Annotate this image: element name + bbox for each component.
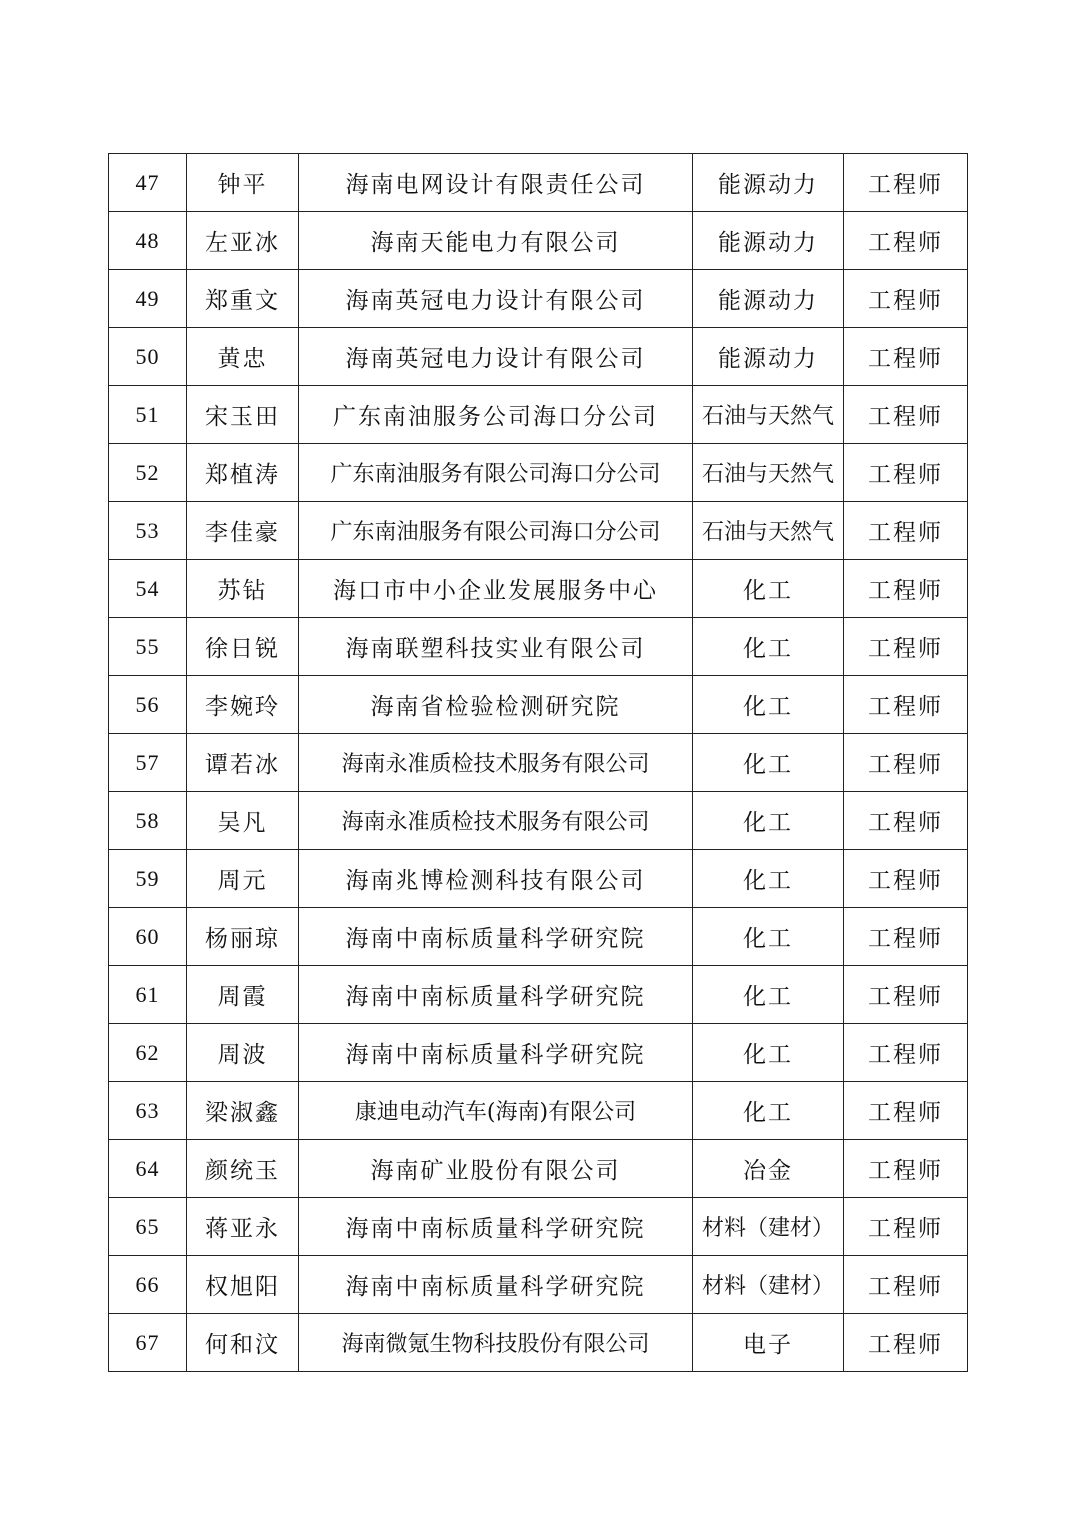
professional-title-cell: 工程师 [844, 502, 968, 560]
specialty-field-cell: 能源动力 [693, 212, 844, 270]
person-name-cell: 颜统玉 [187, 1140, 299, 1198]
organization-cell: 海南英冠电力设计有限公司 [299, 328, 693, 386]
person-name-cell: 权旭阳 [187, 1256, 299, 1314]
row-number-cell: 67 [109, 1314, 187, 1372]
organization-cell: 广东南油服务有限公司海口分公司 [299, 502, 693, 560]
table-row [109, 676, 968, 734]
table-row [109, 618, 968, 676]
roster-table [108, 153, 968, 1372]
organization-cell: 海南省检验检测研究院 [299, 676, 693, 734]
professional-title-cell: 工程师 [844, 1314, 968, 1372]
table-row [109, 1140, 968, 1198]
person-name-cell: 周霞 [187, 966, 299, 1024]
person-name-cell: 黄忠 [187, 328, 299, 386]
person-name-cell: 左亚冰 [187, 212, 299, 270]
person-name-cell: 周波 [187, 1024, 299, 1082]
professional-title-cell: 工程师 [844, 908, 968, 966]
person-name-cell: 郑重文 [187, 270, 299, 328]
person-name-cell: 宋玉田 [187, 386, 299, 444]
professional-title-cell: 工程师 [844, 386, 968, 444]
row-number-cell: 62 [109, 1024, 187, 1082]
specialty-field-cell: 化工 [693, 792, 844, 850]
row-number-cell: 51 [109, 386, 187, 444]
table-row [109, 328, 968, 386]
organization-cell: 海南中南标质量科学研究院 [299, 1256, 693, 1314]
specialty-field-cell: 化工 [693, 1024, 844, 1082]
table-row [109, 444, 968, 502]
specialty-field-cell: 冶金 [693, 1140, 844, 1198]
row-number-cell: 66 [109, 1256, 187, 1314]
row-number-cell: 56 [109, 676, 187, 734]
person-name-cell: 杨丽琼 [187, 908, 299, 966]
professional-title-cell: 工程师 [844, 1140, 968, 1198]
row-number-cell: 60 [109, 908, 187, 966]
professional-title-cell: 工程师 [844, 676, 968, 734]
specialty-field-cell: 化工 [693, 618, 844, 676]
person-name-cell: 郑植涛 [187, 444, 299, 502]
row-number-cell: 57 [109, 734, 187, 792]
specialty-field-cell: 化工 [693, 676, 844, 734]
table-row [109, 734, 968, 792]
specialty-field-cell: 化工 [693, 1082, 844, 1140]
specialty-field-cell: 化工 [693, 734, 844, 792]
row-number-cell: 48 [109, 212, 187, 270]
row-number-cell: 55 [109, 618, 187, 676]
organization-cell: 海南中南标质量科学研究院 [299, 908, 693, 966]
organization-cell: 海南永准质检技术服务有限公司 [299, 734, 693, 792]
professional-title-cell: 工程师 [844, 444, 968, 502]
professional-title-cell: 工程师 [844, 966, 968, 1024]
professional-title-cell: 工程师 [844, 618, 968, 676]
professional-title-cell: 工程师 [844, 1082, 968, 1140]
specialty-field-cell: 化工 [693, 908, 844, 966]
table-row [109, 212, 968, 270]
row-number-cell: 54 [109, 560, 187, 618]
specialty-field-cell: 石油与天然气 [693, 502, 844, 560]
organization-cell: 海南中南标质量科学研究院 [299, 966, 693, 1024]
person-name-cell: 蒋亚永 [187, 1198, 299, 1256]
specialty-field-cell: 材料（建材） [693, 1256, 844, 1314]
table-row [109, 1256, 968, 1314]
organization-cell: 广东南油服务有限公司海口分公司 [299, 444, 693, 502]
table-row [109, 792, 968, 850]
specialty-field-cell: 化工 [693, 850, 844, 908]
person-name-cell: 钟平 [187, 154, 299, 212]
table-row [109, 1024, 968, 1082]
professional-title-cell: 工程师 [844, 270, 968, 328]
table-row [109, 908, 968, 966]
professional-title-cell: 工程师 [844, 850, 968, 908]
organization-cell: 海南微氪生物科技股份有限公司 [299, 1314, 693, 1372]
organization-cell: 海南电网设计有限责任公司 [299, 154, 693, 212]
row-number-cell: 64 [109, 1140, 187, 1198]
organization-cell: 海南中南标质量科学研究院 [299, 1024, 693, 1082]
table-row [109, 270, 968, 328]
specialty-field-cell: 石油与天然气 [693, 444, 844, 502]
row-number-cell: 50 [109, 328, 187, 386]
row-number-cell: 52 [109, 444, 187, 502]
row-number-cell: 53 [109, 502, 187, 560]
professional-title-cell: 工程师 [844, 560, 968, 618]
specialty-field-cell: 石油与天然气 [693, 386, 844, 444]
specialty-field-cell: 能源动力 [693, 270, 844, 328]
table-row [109, 1198, 968, 1256]
table-row [109, 850, 968, 908]
professional-title-cell: 工程师 [844, 792, 968, 850]
specialty-field-cell: 能源动力 [693, 328, 844, 386]
table-row [109, 560, 968, 618]
professional-title-cell: 工程师 [844, 212, 968, 270]
professional-title-cell: 工程师 [844, 1024, 968, 1082]
table-row [109, 1082, 968, 1140]
organization-cell: 海南兆博检测科技有限公司 [299, 850, 693, 908]
professional-title-cell: 工程师 [844, 734, 968, 792]
row-number-cell: 47 [109, 154, 187, 212]
table-row [109, 966, 968, 1024]
table-row [109, 1314, 968, 1372]
organization-cell: 海南联塑科技实业有限公司 [299, 618, 693, 676]
specialty-field-cell: 电子 [693, 1314, 844, 1372]
specialty-field-cell: 化工 [693, 560, 844, 618]
organization-cell: 海南天能电力有限公司 [299, 212, 693, 270]
organization-cell: 海南中南标质量科学研究院 [299, 1198, 693, 1256]
roster-table-body [109, 154, 968, 1372]
professional-title-cell: 工程师 [844, 1256, 968, 1314]
person-name-cell: 徐日锐 [187, 618, 299, 676]
professional-title-cell: 工程师 [844, 1198, 968, 1256]
table-row [109, 154, 968, 212]
row-number-cell: 61 [109, 966, 187, 1024]
person-name-cell: 李佳豪 [187, 502, 299, 560]
specialty-field-cell: 能源动力 [693, 154, 844, 212]
person-name-cell: 谭若冰 [187, 734, 299, 792]
professional-title-cell: 工程师 [844, 154, 968, 212]
person-name-cell: 周元 [187, 850, 299, 908]
row-number-cell: 65 [109, 1198, 187, 1256]
person-name-cell: 吴凡 [187, 792, 299, 850]
organization-cell: 海南永准质检技术服务有限公司 [299, 792, 693, 850]
organization-cell: 康迪电动汽车(海南)有限公司 [299, 1082, 693, 1140]
row-number-cell: 59 [109, 850, 187, 908]
organization-cell: 海口市中小企业发展服务中心 [299, 560, 693, 618]
person-name-cell: 梁淑鑫 [187, 1082, 299, 1140]
table-row [109, 386, 968, 444]
row-number-cell: 49 [109, 270, 187, 328]
specialty-field-cell: 化工 [693, 966, 844, 1024]
row-number-cell: 63 [109, 1082, 187, 1140]
organization-cell: 广东南油服务公司海口分公司 [299, 386, 693, 444]
person-name-cell: 何和汶 [187, 1314, 299, 1372]
row-number-cell: 58 [109, 792, 187, 850]
person-name-cell: 李婉玲 [187, 676, 299, 734]
person-name-cell: 苏钻 [187, 560, 299, 618]
organization-cell: 海南英冠电力设计有限公司 [299, 270, 693, 328]
specialty-field-cell: 材料（建材） [693, 1198, 844, 1256]
organization-cell: 海南矿业股份有限公司 [299, 1140, 693, 1198]
table-row [109, 502, 968, 560]
professional-title-cell: 工程师 [844, 328, 968, 386]
